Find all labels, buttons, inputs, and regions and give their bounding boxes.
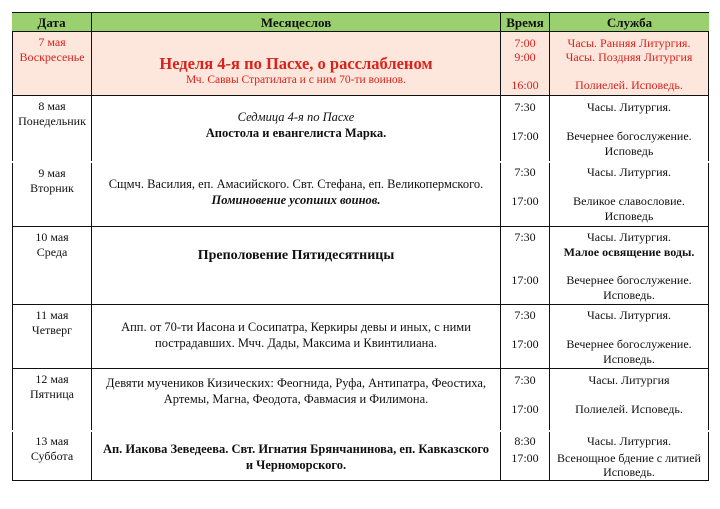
time: 8:30 [514,434,536,448]
calendar-line: Артемы, Магна, Феодота, Фавмасия и Филимона. [163,391,429,406]
calendar-line: Апостола и евангелиста Марка. [205,125,387,140]
service: Часы. Литургия. [586,308,672,322]
calendar-cell [91,96,500,161]
time-cell [500,32,549,95]
calendar-cell [91,227,500,304]
calendar-line: пострадавших. Мчч. Дады, Максима и Квинтилиана. [155,335,437,350]
calendar-line: Апп. от 70-ти Иасона и Сосипатра, Керкиры девы и иных, с ними [121,319,471,334]
date: 7 мая [38,35,66,49]
service: Часы. Литургия. [586,100,672,114]
weekday: Вторник [30,181,74,195]
weekday: Воскресенье [19,50,85,64]
service: Часы. Ранняя Литургия. [567,36,691,50]
calendar-cell [91,32,500,95]
time: 7:00 [514,36,536,50]
time: 17:00 [511,337,539,351]
date-cell [12,96,91,161]
service: Исповедь [604,144,654,158]
calendar-line: и Черноморского. [245,458,347,472]
service-cell [549,369,709,430]
time-cell [500,305,549,368]
header-calendar: Месяцеслов [91,13,500,32]
time: 7:30 [514,230,536,244]
time-cell [500,96,549,161]
time: 17:00 [511,273,539,287]
date: 12 мая [35,372,69,386]
date-cell [12,32,91,95]
service: Вечернее богослужение. [566,273,692,287]
service-bold: Малое освящение воды. [563,245,695,259]
service: Великое славословие. [573,194,685,208]
service-cell [549,32,709,95]
table-header [12,12,709,32]
time: 7:30 [514,373,536,387]
weekday: Среда [36,245,68,259]
header-time: Время [500,13,549,32]
service: Вечернее богослужение. [566,129,692,143]
calendar-line: Сщмч. Василия, еп. Амасийского. Свт. Стефана, еп. Великопермского. [108,176,484,191]
date: 8 мая [38,99,66,113]
time: 7:30 [514,165,536,179]
date: 13 мая [35,434,69,448]
service: Исповедь. [603,288,655,302]
service: Исповедь. [603,465,655,479]
calendar-line: Седмица 4-я по Пасхе [237,109,355,124]
table-row [12,305,709,369]
time-cell [500,432,549,480]
time: 16:00 [511,78,539,92]
table-row [12,432,709,481]
service-cell [549,305,709,368]
service: Часы. Литургия. [586,434,672,448]
calendar-cell [91,432,500,480]
date-cell [12,305,91,368]
table-row [12,96,709,161]
weekday: Суббота [30,449,74,463]
time: 7:30 [514,100,536,114]
feast-subtitle: Мч. Саввы Стратилата и с ним 70-ти воинов. [186,74,406,86]
date-cell [12,432,91,480]
time: 17:00 [511,402,539,416]
service: Полиелей. Исповедь. [575,78,683,92]
calendar-line: Поминовение усопших воинов. [211,192,381,207]
feast-title: Преполовение Пятидесятницы [197,247,395,263]
time-cell [500,163,549,226]
calendar-cell [91,163,500,226]
service: Исповедь. [603,352,655,366]
date: 9 мая [38,166,66,180]
service: Часы. Литургия [588,373,670,387]
table-row [12,369,709,430]
date-cell [12,163,91,226]
time: 17:00 [511,129,539,143]
time: 17:00 [511,194,539,208]
table-row [12,32,709,96]
service: Исповедь [604,209,654,223]
calendar-line: Ап. Иакова Зеведеева. Свт. Игнатия Брянчанинова, еп. Кавказского [102,442,490,456]
header-date: Дата [37,15,66,30]
calendar-cell [91,305,500,368]
weekday: Четверг [31,323,73,337]
date: 10 мая [35,230,69,244]
service: Часы. Поздняя Литургия [565,50,693,64]
weekday: Понедельник [18,114,86,128]
header-service: Служба [549,13,709,32]
calendar-cell [91,369,500,430]
time-cell [500,227,549,304]
date-cell [12,369,91,430]
table-row [12,227,709,305]
calendar-line: Девяти мучеников Кизических: Феогнида, Руфа, Антипатра, Феостиха, [105,375,487,390]
time: 7:30 [514,308,536,322]
service-cell [549,432,709,480]
service: Часы. Литургия. [586,165,672,179]
schedule-table [12,12,709,481]
time: 9:00 [514,50,536,64]
date-cell [12,227,91,304]
time-cell [500,369,549,430]
weekday: Пятница [29,387,75,401]
service: Вечернее богослужение. [566,337,692,351]
service: Полиелей. Исповедь. [575,402,683,416]
feast-title: Неделя 4-я по Пасхе, о расслабленом [159,54,433,73]
table-row [12,163,709,227]
time: 17:00 [511,451,539,465]
service-cell [549,96,709,161]
service: Всенощное бдение с литией [557,451,701,465]
service-cell [549,227,709,304]
date: 11 мая [35,308,69,322]
service-cell [549,163,709,226]
service: Часы. Литургия. [586,230,672,244]
